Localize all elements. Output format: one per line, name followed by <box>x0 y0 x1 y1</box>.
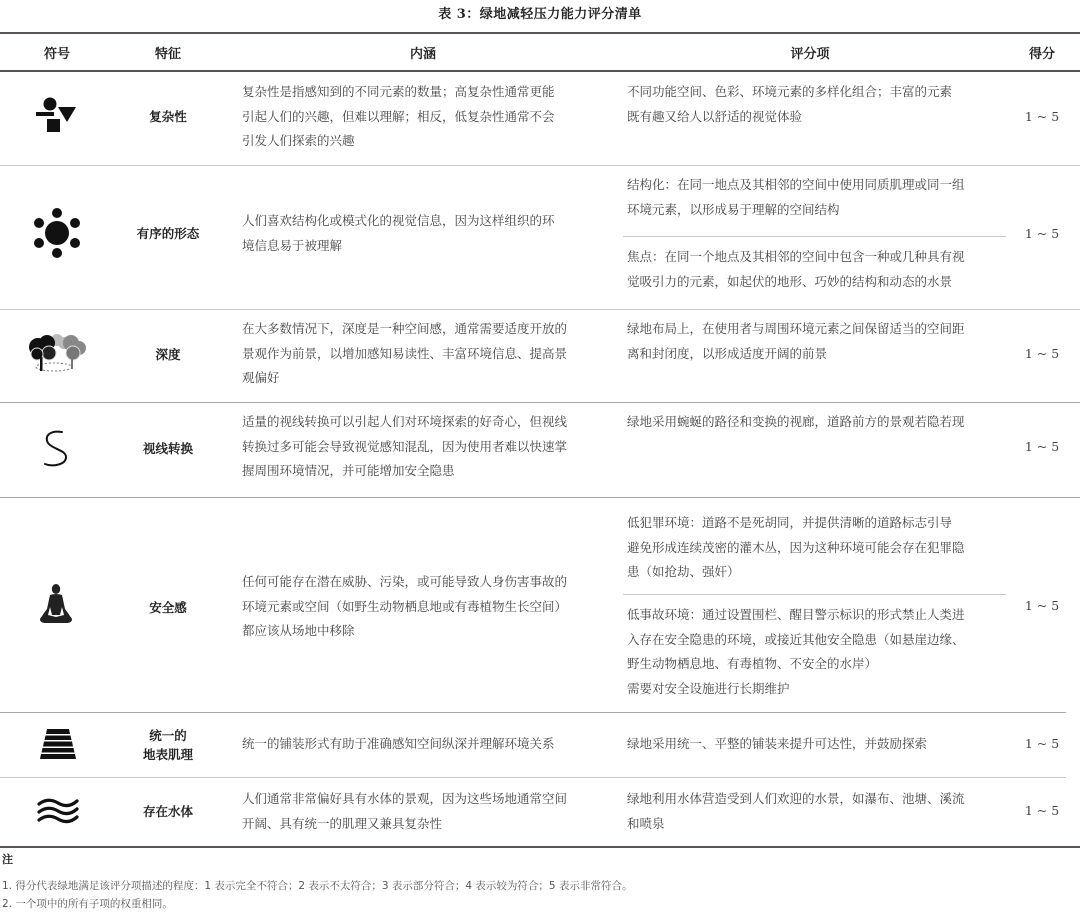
scoring-subitem-structure: 结构化：在同一地点及其相邻的空间中使用同质肌理或同一组 环境元素，以形成易于理解的空间结构 <box>627 177 965 217</box>
row-divider <box>0 309 1080 310</box>
row-divider <box>0 497 1080 498</box>
scoring-subitem-low-accident: 低事故环境：通过设置围栏、醒目警示标识的形式禁止人类进 入存在安全隐患的环境，或接近其他安全隐患（如悬崖边缘、 野生动物栖息地、有毒植物、不安全的水岸） 需要对安全设施进行长期维护 <box>627 607 965 696</box>
meaning-text: 适量的视线转换可以引起人们对环境探索的好奇心，但视线 转换过多可能会导致视觉感知混乱，因为使用者难以快速掌 握周围环境情况，并可能增加安全隐患 <box>242 414 568 478</box>
feature-label: 存在水体 <box>142 804 193 819</box>
header-meaning: 内涵 <box>409 47 436 62</box>
meditation-person-icon <box>38 583 74 627</box>
feature-label: 有序的形态 <box>136 226 200 241</box>
meaning-text: 在大多数情况下，深度是一种空间感，通常需要适度开放的 景观作为前景，以增加感知易读性、丰富环境信息、提高景 观偏好 <box>242 321 568 385</box>
table-top-rule <box>0 32 1080 34</box>
scoring-subitem-low-crime: 低犯罪环境：道路不是死胡同，并提供清晰的道路标志引导 避免形成连续茂密的灌木丛，因为这种环境可能会存在犯罪隐 患（如抢劫、强奸） <box>627 515 965 579</box>
table-bottom-rule <box>0 846 1080 848</box>
feature-label: 视线转换 <box>142 441 193 456</box>
header-scoring: 评分项 <box>790 47 830 62</box>
scoring-text: 绿地利用水体营造受到人们欢迎的水景，如瀑布、池塘、溪流 和喷泉 <box>627 791 965 831</box>
header-symbol: 符号 <box>43 47 70 62</box>
subitem-divider <box>623 594 1006 595</box>
subitem-divider <box>623 236 1006 237</box>
water-waves-icon <box>36 797 80 825</box>
paving-stripes-icon <box>37 729 79 759</box>
scoring-text: 不同功能空间、色彩、环境元素的多样化组合；丰富的元素 既有趣又给人以舒适的视觉体验 <box>627 84 953 124</box>
score-range: 1 ~ 5 <box>1024 109 1060 124</box>
header-score: 得分 <box>1028 47 1055 62</box>
meaning-text: 任何可能存在潜在威胁、污染，或可能导致人身伤害事故的 环境元素或空间（如野生动物栖息地或有毒植物生长空间） 都应该从场地中移除 <box>242 574 568 638</box>
note-item: 2. 一个项中的所有子项的权重相同。 <box>2 898 173 910</box>
s-curve-icon <box>40 428 72 468</box>
feature-label: 深度 <box>155 347 181 362</box>
feature-label: 安全感 <box>149 600 187 615</box>
meaning-text: 人们通常非常偏好具有水体的景观，因为这些场地通常空间 开阔、具有统一的肌理又兼具复杂性 <box>242 791 568 831</box>
note-item: 1. 得分代表绿地满足该评分项描述的程度：1 表示完全不符合；2 表示不太符合；3 表示部分符合；4 表示较为符合；5 表示非常符合。 <box>2 880 633 892</box>
meaning-text: 统一的铺装形式有助于准确感知空间纵深并理解环境关系 <box>242 736 555 751</box>
trees-depth-icon <box>24 331 90 375</box>
row-divider <box>0 712 1066 713</box>
row-divider <box>0 777 1066 778</box>
score-range: 1 ~ 5 <box>1024 598 1060 613</box>
row-divider <box>0 402 1080 403</box>
score-range: 1 ~ 5 <box>1024 803 1060 818</box>
meaning-text: 人们喜欢结构化或模式化的视觉信息，因为这样组织的环 境信息易于被理解 <box>242 213 555 253</box>
score-range: 1 ~ 5 <box>1024 226 1060 241</box>
scoring-subitem-focus: 焦点：在同一个地点及其相邻的空间中包含一种或几种具有视 觉吸引力的元素，如起伏的地形、巧妙的结构和动态的水景 <box>627 249 965 289</box>
score-range: 1 ~ 5 <box>1024 439 1060 454</box>
table-title: 表 3：绿地减轻压力能力评分清单 <box>438 7 642 22</box>
meaning-text: 复杂性是指感知到的不同元素的数量；高复杂性通常更能 引起人们的兴趣，但难以理解；相反，低复杂性通常不会 引发人们探索的兴趣 <box>242 84 555 148</box>
score-range: 1 ~ 5 <box>1024 736 1060 751</box>
score-range: 1 ~ 5 <box>1024 346 1060 361</box>
header-bottom-rule <box>0 70 1080 72</box>
notes-title: 注 <box>2 853 13 866</box>
scoring-text: 绿地布局上，在使用者与周围环境元素之间保留适当的空间距 离和封闭度，以形成适度开阔的前景 <box>627 321 965 361</box>
header-feature: 特征 <box>154 47 181 62</box>
scoring-text: 绿地采用统一、平整的铺装来提升可达性，并鼓励探索 <box>627 736 928 751</box>
scoring-text: 绿地采用蜿蜒的路径和变换的视廊，道路前方的景观若隐若现 <box>627 414 965 429</box>
row-divider <box>0 165 1080 166</box>
shapes-icon <box>33 97 81 137</box>
ordered-dots-icon <box>31 207 83 259</box>
feature-label: 统一的 地表肌理 <box>142 728 193 762</box>
feature-label: 复杂性 <box>149 109 187 124</box>
